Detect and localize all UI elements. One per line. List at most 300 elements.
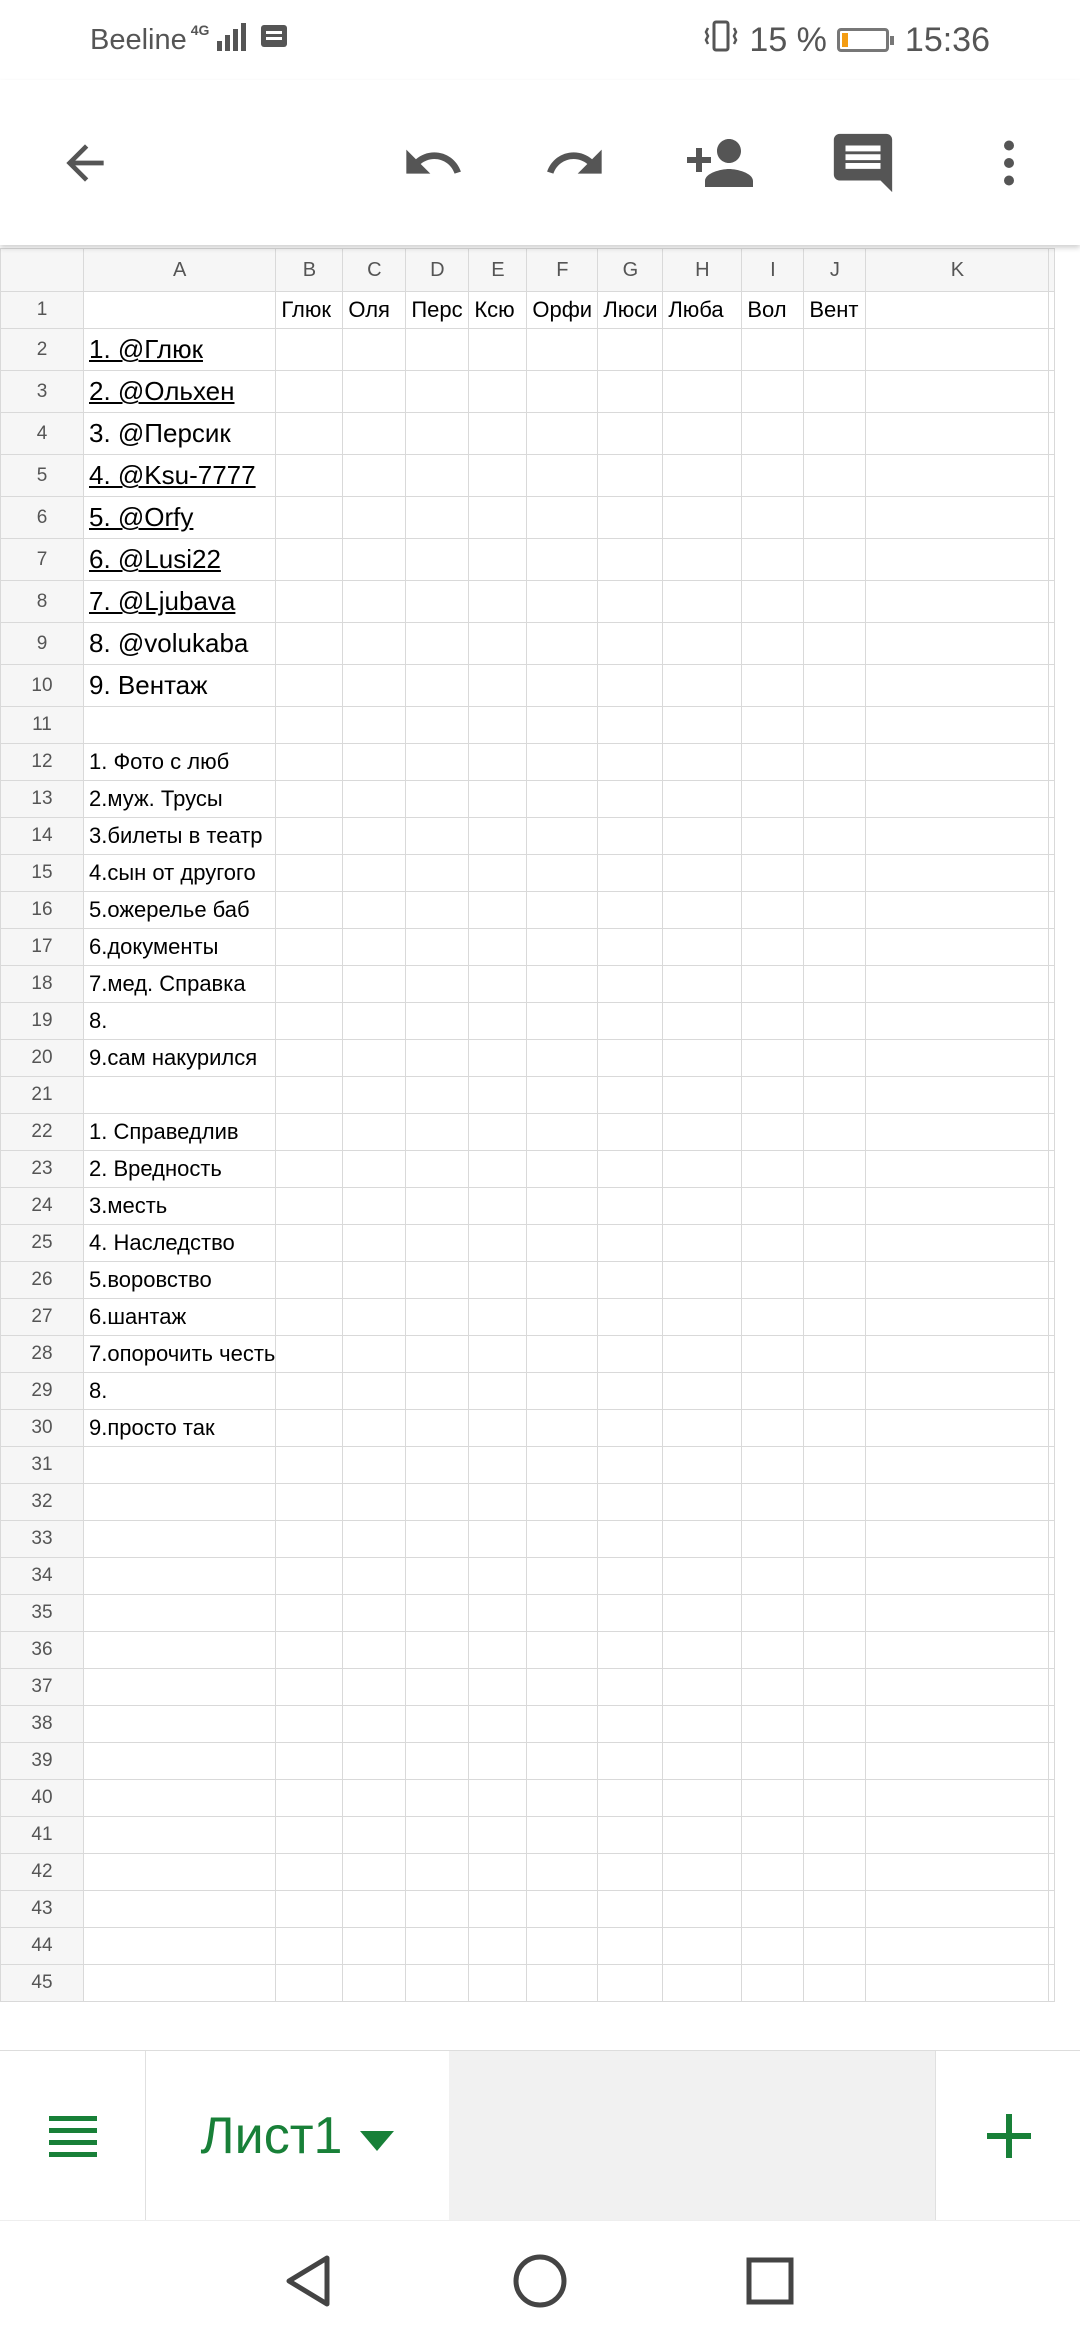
cell[interactable] — [1049, 1706, 1055, 1743]
cell[interactable] — [663, 818, 742, 855]
cell[interactable]: Люси — [598, 292, 663, 329]
row-header[interactable]: 27 — [1, 1299, 84, 1336]
cell[interactable] — [276, 371, 343, 413]
cell[interactable] — [469, 1669, 527, 1706]
cell[interactable] — [276, 855, 343, 892]
cell[interactable] — [469, 1410, 527, 1447]
cell[interactable] — [527, 1225, 598, 1262]
cell[interactable] — [406, 623, 469, 665]
cell[interactable] — [84, 929, 276, 966]
cell[interactable] — [527, 1595, 598, 1632]
cell[interactable] — [804, 1928, 866, 1965]
cell[interactable] — [343, 329, 406, 371]
cell[interactable] — [663, 1669, 742, 1706]
cell[interactable] — [276, 818, 343, 855]
cell[interactable] — [598, 581, 663, 623]
cell[interactable] — [866, 1780, 1049, 1817]
row-header[interactable]: 12 — [1, 744, 84, 781]
cell[interactable] — [742, 371, 804, 413]
cell[interactable] — [276, 329, 343, 371]
cell[interactable] — [598, 1373, 663, 1410]
cell[interactable] — [742, 665, 804, 707]
cell[interactable] — [866, 1965, 1049, 2002]
row-header[interactable]: 21 — [1, 1077, 84, 1114]
cell[interactable] — [469, 744, 527, 781]
cell[interactable] — [804, 1262, 866, 1299]
cell[interactable] — [343, 929, 406, 966]
cell[interactable] — [866, 1854, 1049, 1891]
cell[interactable] — [343, 1632, 406, 1669]
column-header[interactable]: G — [598, 249, 663, 292]
cell[interactable] — [804, 1558, 866, 1595]
cell[interactable] — [598, 1336, 663, 1373]
cell[interactable] — [866, 1003, 1049, 1040]
cell[interactable] — [1049, 581, 1055, 623]
row-header[interactable]: 8 — [1, 581, 84, 623]
cell[interactable] — [866, 1336, 1049, 1373]
cell[interactable] — [598, 623, 663, 665]
cell[interactable] — [1049, 1928, 1055, 1965]
cell[interactable] — [804, 371, 866, 413]
cell[interactable] — [343, 1225, 406, 1262]
cell[interactable] — [527, 1040, 598, 1077]
cell[interactable] — [84, 1558, 276, 1595]
dropdown-arrow-icon[interactable] — [360, 2106, 394, 2166]
cell[interactable] — [1049, 329, 1055, 371]
cell[interactable] — [527, 1410, 598, 1447]
cell[interactable] — [1049, 892, 1055, 929]
row-header[interactable]: 4 — [1, 413, 84, 455]
cell[interactable] — [1049, 371, 1055, 413]
cell[interactable] — [406, 1373, 469, 1410]
row-header[interactable]: 35 — [1, 1595, 84, 1632]
cell[interactable] — [804, 1003, 866, 1040]
cell[interactable] — [276, 1447, 343, 1484]
cell[interactable] — [527, 497, 598, 539]
cell[interactable] — [276, 1891, 343, 1928]
cell[interactable] — [598, 707, 663, 744]
cell[interactable] — [276, 1558, 343, 1595]
cell[interactable] — [663, 1484, 742, 1521]
cell[interactable] — [742, 1188, 804, 1225]
cell[interactable] — [84, 1854, 276, 1891]
cell[interactable] — [406, 1669, 469, 1706]
row-header[interactable]: 10 — [1, 665, 84, 707]
cell[interactable] — [1049, 818, 1055, 855]
cell[interactable] — [598, 539, 663, 581]
cell[interactable] — [598, 1003, 663, 1040]
cell[interactable] — [663, 1188, 742, 1225]
cell[interactable] — [866, 1151, 1049, 1188]
cell[interactable] — [663, 1003, 742, 1040]
cell[interactable] — [406, 455, 469, 497]
cell[interactable] — [276, 1854, 343, 1891]
cell[interactable] — [663, 966, 742, 1003]
cell[interactable] — [469, 1521, 527, 1558]
cell[interactable] — [527, 1114, 598, 1151]
cell[interactable] — [663, 1262, 742, 1299]
cell[interactable] — [343, 623, 406, 665]
cell[interactable] — [1049, 1558, 1055, 1595]
cell[interactable]: Ксю — [469, 292, 527, 329]
row-header[interactable]: 19 — [1, 1003, 84, 1040]
cell[interactable] — [406, 966, 469, 1003]
cell[interactable] — [469, 966, 527, 1003]
cell[interactable] — [663, 1780, 742, 1817]
cell[interactable] — [469, 1151, 527, 1188]
cell[interactable] — [663, 539, 742, 581]
cell[interactable] — [406, 1521, 469, 1558]
cell[interactable] — [866, 623, 1049, 665]
cell[interactable] — [406, 818, 469, 855]
cell[interactable] — [469, 855, 527, 892]
cell[interactable] — [406, 1003, 469, 1040]
cell[interactable] — [1049, 292, 1055, 329]
cell[interactable] — [406, 929, 469, 966]
cell[interactable] — [742, 539, 804, 581]
cell[interactable] — [742, 1077, 804, 1114]
cell[interactable] — [804, 1743, 866, 1780]
row-header[interactable]: 11 — [1, 707, 84, 744]
cell[interactable] — [276, 1743, 343, 1780]
cell[interactable] — [469, 1854, 527, 1891]
cell[interactable] — [742, 413, 804, 455]
row-header[interactable]: 45 — [1, 1965, 84, 2002]
cell[interactable] — [1049, 1003, 1055, 1040]
cell[interactable] — [527, 1780, 598, 1817]
cell[interactable] — [804, 1817, 866, 1854]
cell[interactable] — [343, 1151, 406, 1188]
cell[interactable] — [598, 929, 663, 966]
cell[interactable] — [276, 1817, 343, 1854]
cell[interactable] — [663, 1225, 742, 1262]
cell[interactable] — [1049, 1632, 1055, 1669]
cell[interactable] — [84, 707, 276, 744]
cell[interactable] — [663, 1632, 742, 1669]
cell[interactable] — [527, 1632, 598, 1669]
cell[interactable] — [804, 1225, 866, 1262]
cell[interactable] — [1049, 455, 1055, 497]
cell[interactable] — [343, 1114, 406, 1151]
cell[interactable] — [84, 966, 276, 1003]
cell[interactable] — [84, 329, 276, 371]
cell[interactable] — [343, 1780, 406, 1817]
row-header[interactable]: 29 — [1, 1373, 84, 1410]
cell[interactable] — [742, 1521, 804, 1558]
cell[interactable] — [469, 1299, 527, 1336]
cell[interactable] — [276, 744, 343, 781]
row-header[interactable]: 44 — [1, 1928, 84, 1965]
cell[interactable] — [469, 665, 527, 707]
cell[interactable] — [742, 1854, 804, 1891]
cell[interactable] — [343, 707, 406, 744]
cell[interactable] — [276, 1299, 343, 1336]
cell[interactable] — [469, 1706, 527, 1743]
cell[interactable] — [343, 966, 406, 1003]
cell[interactable] — [406, 1151, 469, 1188]
cell[interactable] — [866, 1558, 1049, 1595]
cell[interactable] — [527, 1854, 598, 1891]
cell[interactable] — [527, 1928, 598, 1965]
cell[interactable] — [866, 1410, 1049, 1447]
cell[interactable]: Люба — [663, 292, 742, 329]
row-header[interactable]: 25 — [1, 1225, 84, 1262]
cell[interactable] — [276, 1114, 343, 1151]
cell[interactable] — [469, 1188, 527, 1225]
cell[interactable] — [84, 1965, 276, 2002]
cell[interactable] — [84, 1743, 276, 1780]
cell[interactable] — [866, 1595, 1049, 1632]
cell[interactable] — [276, 581, 343, 623]
cell[interactable] — [1049, 1447, 1055, 1484]
cell[interactable] — [742, 1299, 804, 1336]
cell[interactable] — [804, 1336, 866, 1373]
cell[interactable] — [804, 1965, 866, 2002]
cell[interactable] — [866, 1706, 1049, 1743]
cell[interactable] — [598, 1965, 663, 2002]
cell[interactable] — [527, 781, 598, 818]
cell[interactable] — [469, 818, 527, 855]
cell[interactable] — [527, 1447, 598, 1484]
cell[interactable] — [598, 892, 663, 929]
cell[interactable] — [469, 1262, 527, 1299]
row-header[interactable]: 2 — [1, 329, 84, 371]
row-header[interactable]: 20 — [1, 1040, 84, 1077]
cell[interactable] — [527, 1003, 598, 1040]
cell[interactable] — [84, 539, 276, 581]
cell[interactable] — [1049, 1780, 1055, 1817]
cell[interactable] — [804, 855, 866, 892]
cell[interactable] — [469, 1040, 527, 1077]
cell[interactable] — [598, 1410, 663, 1447]
cell[interactable] — [343, 1558, 406, 1595]
cell[interactable] — [866, 1077, 1049, 1114]
cell[interactable] — [276, 413, 343, 455]
cell[interactable] — [469, 371, 527, 413]
cell[interactable] — [469, 497, 527, 539]
row-header[interactable]: 3 — [1, 371, 84, 413]
cell[interactable] — [276, 929, 343, 966]
cell[interactable] — [84, 581, 276, 623]
row-header[interactable]: 15 — [1, 855, 84, 892]
cell[interactable] — [1049, 1225, 1055, 1262]
cell[interactable] — [527, 1558, 598, 1595]
cell[interactable] — [598, 1780, 663, 1817]
cell[interactable] — [343, 1003, 406, 1040]
cell[interactable] — [598, 1817, 663, 1854]
cell[interactable] — [742, 497, 804, 539]
cell[interactable] — [804, 1040, 866, 1077]
cell[interactable] — [804, 665, 866, 707]
row-header[interactable]: 24 — [1, 1188, 84, 1225]
cell[interactable] — [1049, 929, 1055, 966]
cell[interactable] — [1049, 1040, 1055, 1077]
cell[interactable] — [406, 1595, 469, 1632]
cell[interactable] — [343, 1299, 406, 1336]
cell[interactable] — [276, 1706, 343, 1743]
cell[interactable] — [663, 1373, 742, 1410]
row-header[interactable]: 34 — [1, 1558, 84, 1595]
row-header[interactable]: 39 — [1, 1743, 84, 1780]
cell[interactable] — [84, 1114, 276, 1151]
cell[interactable] — [804, 1484, 866, 1521]
row-header[interactable]: 16 — [1, 892, 84, 929]
cell[interactable] — [276, 1632, 343, 1669]
cell[interactable] — [527, 1669, 598, 1706]
cell[interactable] — [469, 1891, 527, 1928]
cell[interactable] — [84, 1336, 276, 1373]
undo-icon[interactable] — [388, 118, 478, 208]
cell[interactable] — [866, 497, 1049, 539]
comment-icon[interactable] — [818, 118, 908, 208]
cell[interactable] — [1049, 539, 1055, 581]
cell[interactable] — [406, 329, 469, 371]
cell[interactable] — [866, 455, 1049, 497]
cell[interactable] — [84, 371, 276, 413]
row-header[interactable]: 7 — [1, 539, 84, 581]
cell[interactable] — [663, 1706, 742, 1743]
cell[interactable] — [598, 1595, 663, 1632]
cell[interactable] — [1049, 1114, 1055, 1151]
cell[interactable] — [663, 1336, 742, 1373]
cell[interactable] — [84, 1817, 276, 1854]
add-sheet-icon[interactable] — [935, 2051, 1080, 2221]
cell[interactable] — [527, 455, 598, 497]
cell[interactable] — [742, 1003, 804, 1040]
row-header[interactable]: 33 — [1, 1521, 84, 1558]
cell[interactable] — [742, 1928, 804, 1965]
sheet-tab-active[interactable] — [145, 2051, 450, 2221]
cell[interactable] — [742, 929, 804, 966]
cell[interactable] — [742, 1410, 804, 1447]
cell[interactable] — [663, 623, 742, 665]
cell[interactable] — [866, 781, 1049, 818]
cell[interactable] — [469, 929, 527, 966]
cell[interactable] — [663, 413, 742, 455]
cell[interactable] — [343, 1706, 406, 1743]
cell[interactable]: Вент — [804, 292, 866, 329]
cell[interactable] — [276, 1669, 343, 1706]
cell[interactable] — [742, 455, 804, 497]
cell[interactable] — [406, 1040, 469, 1077]
cell[interactable] — [804, 1595, 866, 1632]
cell[interactable] — [742, 855, 804, 892]
row-header[interactable]: 14 — [1, 818, 84, 855]
cell[interactable] — [804, 1447, 866, 1484]
cell[interactable] — [469, 455, 527, 497]
cell[interactable] — [663, 892, 742, 929]
cell[interactable] — [663, 855, 742, 892]
cell[interactable] — [343, 1928, 406, 1965]
cell[interactable] — [343, 1484, 406, 1521]
cell[interactable] — [598, 455, 663, 497]
cell[interactable] — [527, 966, 598, 1003]
cell[interactable] — [527, 707, 598, 744]
cell[interactable] — [866, 665, 1049, 707]
cell[interactable] — [663, 707, 742, 744]
cell[interactable] — [598, 1447, 663, 1484]
cell[interactable] — [598, 1743, 663, 1780]
cell[interactable] — [343, 818, 406, 855]
cell[interactable] — [84, 1188, 276, 1225]
cell[interactable] — [276, 1077, 343, 1114]
cell[interactable] — [598, 1558, 663, 1595]
cell[interactable] — [406, 371, 469, 413]
cell[interactable] — [1049, 623, 1055, 665]
cell[interactable] — [406, 1484, 469, 1521]
cell[interactable] — [406, 1299, 469, 1336]
cell[interactable] — [406, 1188, 469, 1225]
cell[interactable] — [742, 966, 804, 1003]
cell[interactable] — [598, 1299, 663, 1336]
cell[interactable] — [663, 455, 742, 497]
cell[interactable] — [406, 1706, 469, 1743]
cell[interactable] — [804, 892, 866, 929]
cell[interactable] — [1049, 1595, 1055, 1632]
cell[interactable] — [84, 455, 276, 497]
cell[interactable] — [866, 707, 1049, 744]
cell[interactable] — [406, 892, 469, 929]
cell[interactable] — [84, 292, 276, 329]
cell[interactable] — [343, 1188, 406, 1225]
cell[interactable] — [598, 818, 663, 855]
cell[interactable] — [742, 781, 804, 818]
cell[interactable] — [527, 1151, 598, 1188]
cell[interactable] — [1049, 707, 1055, 744]
cell[interactable] — [84, 1669, 276, 1706]
cell[interactable] — [84, 623, 276, 665]
cell[interactable] — [406, 1780, 469, 1817]
cell[interactable] — [406, 1854, 469, 1891]
cell[interactable] — [804, 1669, 866, 1706]
cell[interactable] — [84, 1447, 276, 1484]
cell[interactable] — [598, 1077, 663, 1114]
cell[interactable] — [742, 1225, 804, 1262]
cell[interactable] — [276, 966, 343, 1003]
cell[interactable] — [1049, 1891, 1055, 1928]
cell[interactable] — [804, 781, 866, 818]
cell[interactable] — [1049, 855, 1055, 892]
cell[interactable] — [527, 1336, 598, 1373]
cell[interactable] — [804, 1151, 866, 1188]
row-header[interactable]: 40 — [1, 1780, 84, 1817]
column-header[interactable]: D — [406, 249, 469, 292]
column-header[interactable]: I — [742, 249, 804, 292]
cell[interactable] — [343, 892, 406, 929]
cell[interactable] — [406, 1965, 469, 2002]
cell[interactable] — [343, 1817, 406, 1854]
cell[interactable] — [469, 1780, 527, 1817]
cell[interactable] — [804, 707, 866, 744]
column-header[interactable]: B — [276, 249, 343, 292]
cell[interactable] — [598, 966, 663, 1003]
cell[interactable] — [663, 1965, 742, 2002]
cell[interactable] — [598, 1188, 663, 1225]
cell[interactable] — [663, 1521, 742, 1558]
cell[interactable] — [527, 1188, 598, 1225]
cell[interactable] — [469, 1928, 527, 1965]
home-circle-icon[interactable] — [505, 2251, 575, 2311]
cell[interactable] — [804, 623, 866, 665]
cell[interactable] — [866, 1928, 1049, 1965]
cell[interactable] — [406, 1114, 469, 1151]
cell[interactable] — [598, 665, 663, 707]
cell[interactable] — [276, 707, 343, 744]
cell[interactable] — [343, 1854, 406, 1891]
cell[interactable] — [742, 1114, 804, 1151]
cell[interactable] — [742, 623, 804, 665]
cell[interactable] — [84, 744, 276, 781]
